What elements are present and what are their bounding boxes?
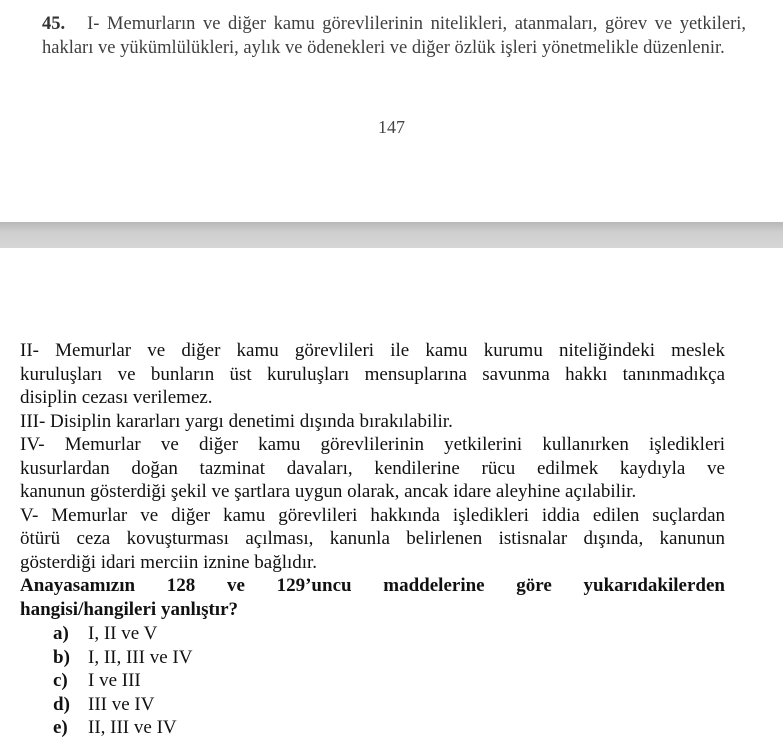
statement-ii-line-1: II- Memurlar ve diğer kamu görevlileri ile kamu kurumu niteliğindeki meslek [20,340,725,361]
option-letter: d) [53,693,70,715]
question-45-statement-i [42,12,746,60]
option-d[interactable] [20,693,725,717]
statement-iii-line-1: III- Disiplin kararları yargı denetimi dışında bırakılabilir. [20,410,453,432]
question-continuation [20,339,725,740]
question-prompt-line-2: hangisi/hangileri yanlıştır? [20,598,239,620]
option-text: II, III ve IV [88,717,177,738]
option-text: III ve IV [88,693,155,715]
option-text: I, II, III ve IV [88,646,193,668]
option-a[interactable] [20,622,725,646]
option-letter: c) [53,670,68,691]
statement-iv-line-3: kanunun gösterdiği şekil ve şartlara uygun olarak, ancak idare aleyhine açılabilir. [20,481,637,502]
option-letter: e) [53,717,68,738]
option-text: I ve III [88,670,141,691]
statement-ii-line-2: kuruluşları ve bunların üst kuruluşları mensuplarına savunma hakkı tanınmadıkça [20,363,725,385]
statement-v-line-1: V- Memurlar ve diğer kamu görevlileri hakkında işledikleri iddia edilen suçlardan [20,504,725,526]
statement-v-line-3: gösterdiği idari merciin iznine bağlıdır. [20,551,318,573]
option-e[interactable] [20,716,725,740]
option-c[interactable] [20,669,725,693]
statement-iv-line-2: kusurlardan doğan tazminat davaları, kendilerine rücu edilmek kaydıyla ve [20,457,725,479]
option-b[interactable] [20,646,725,670]
answer-options [20,622,725,740]
statement-i-text: I- Memurların ve diğer kamu görevlilerinin nitelikleri, atanmaları, görev ve yetkileri, hakları ve yükümlülükleri, aylık ve ödenekleri ve diğer özlük işleri yönetmelikle düzenlenir. [42,14,746,58]
statement-v-line-2: ötürü ceza kovuşturması açılması, kanunla belirlenen istisnalar dışında, kanunun [20,528,725,549]
option-text: I, II ve V [88,623,158,644]
page-separator [0,222,783,248]
question-prompt-line-1: Anayasamızın 128 ve 129’uncu maddelerine göre yukarıdakilerden [20,575,725,596]
option-letter: a) [53,623,69,644]
page-number: 147 [378,117,405,137]
statement-ii-line-3: disiplin cezası verilemez. [20,387,213,408]
top-page [0,0,783,222]
statement-iv-line-1: IV- Memurlar ve diğer kamu görevlilerinin yetkilerini kullanırken işledikleri [20,434,725,455]
option-letter: b) [53,646,70,668]
question-number: 45. [42,14,66,34]
